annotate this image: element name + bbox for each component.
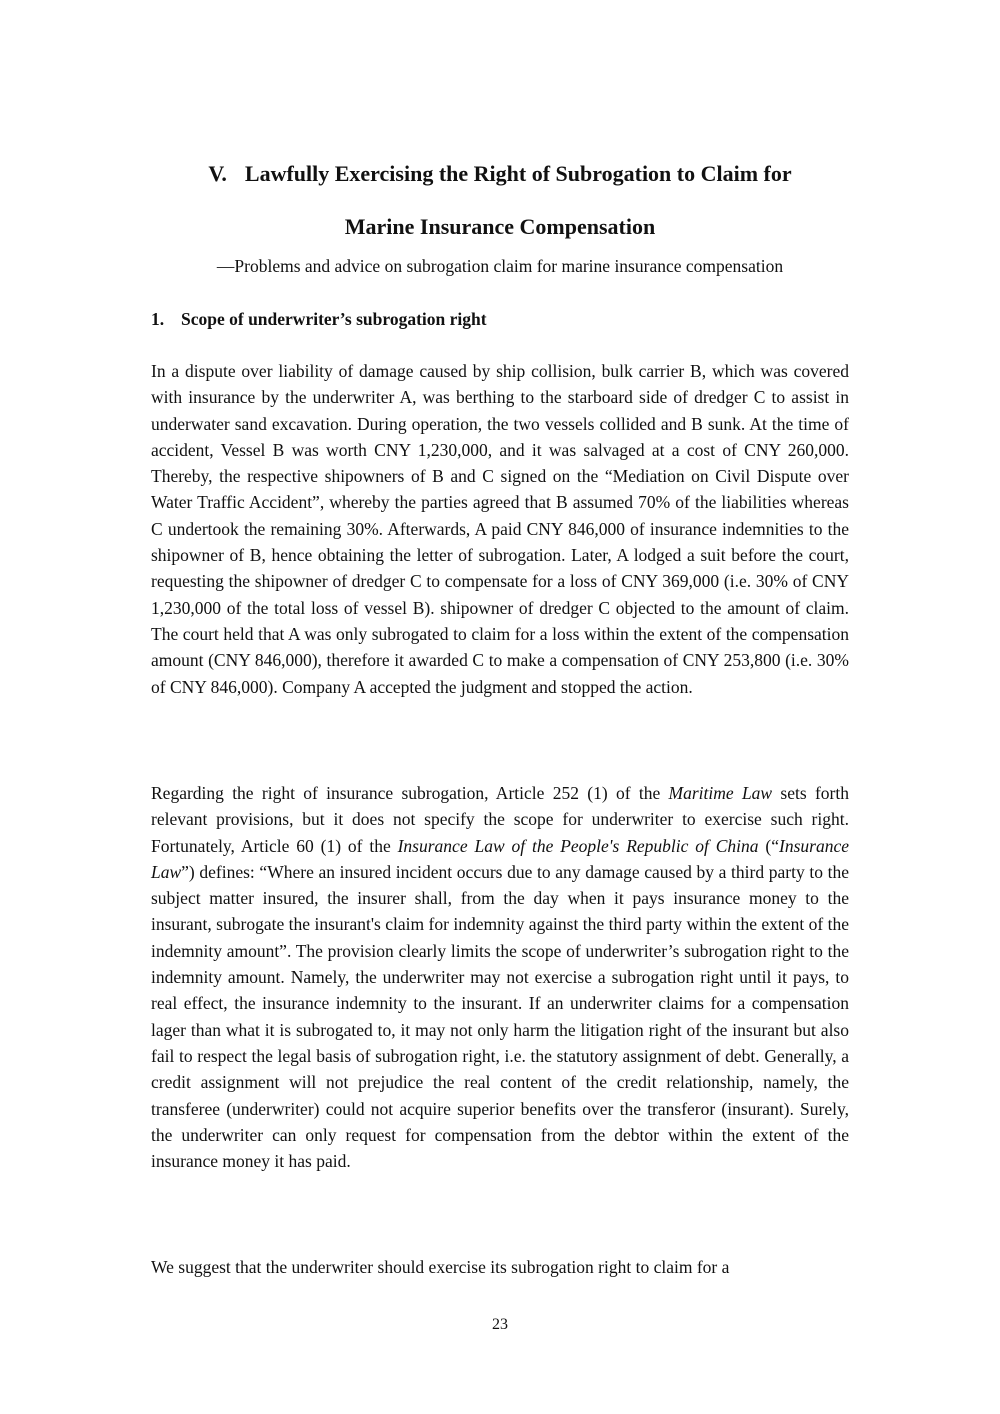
section-heading [151, 308, 487, 330]
law-citation-insurance-law-short: Insurance Law [151, 835, 849, 882]
law-citation-maritime-law: Maritime Law [668, 783, 773, 803]
page-number: 23 [492, 1316, 508, 1333]
page-subtitle: —Problems and advice on subrogation claim for marine insurance compensation [216, 256, 784, 276]
body-paragraph-analysis [151, 780, 849, 1174]
section-title: Scope of underwriter’s subrogation right [181, 309, 487, 329]
paragraph-text: sets forth relevant provisions, but it does not specify the scope for underwriter to exercise such right. Fortunately, Article 60 (1) of the [151, 783, 849, 856]
title-text-line-1: Lawfully Exercising the Right of Subrogation to Claim for [244, 161, 792, 186]
paragraph-text: Regarding the right of insurance subrogation, Article 252 (1) of the [151, 783, 669, 803]
paragraph-text: (“ [758, 835, 780, 856]
page-title-line-1 [0, 161, 1000, 187]
body-paragraph-suggestion: We suggest that the underwriter should exercise its subrogation right to claim for a [151, 1257, 730, 1277]
section-roman-numeral: V. [208, 161, 227, 186]
law-citation-insurance-law-full: Insurance Law of the People's Republic of China [397, 835, 759, 856]
page-title-line-2: Marine Insurance Compensation [344, 214, 656, 239]
paragraph-text: ”) defines: “Where an insured incident occurs due to any damage caused by a third party to the subject matter insured, the insurer shall, from the day when it pays insurance money to the insurant, subrogate the insurant's claim for indemnity against the third party within the extent of the indemnity amount”. The provision clearly limits the scope of underwriter’s subrogation right to the indemnity amount. Namely, the underwriter may not exercise a subrogation right until it pays, to real effect, the insurance indemnity to the insurant. If an underwriter claims for a compensation lager than what it is subrogated to, it may not only harm the litigation right of the insurant but also fail to respect the legal basis of subrogation right, i.e. the statutory assignment of debt. Generally, a credit assignment will not prejudice the real content of the credit relationship, namely, the transferee (underwriter) could not acquire superior benefits over the transferor (insurant). Surely, the underwriter can only request for compensation from the debtor within the extent of the insurance money it has paid. [151, 861, 849, 1172]
body-paragraph-case: In a dispute over liability of damage caused by ship collision, bulk carrier B, which was covered with insurance by the underwriter A, was berthing to the starboard side of dredger C to assist in underwater sand excavation. During operation, the two vessels collided and B sunk. At the time of accident, Vessel B was worth CNY 1,230,000, and it was salvaged at a cost of CNY 260,000. Thereby, the respective shipowners of B and C signed on the “Mediation on Civil Dispute over Water Traffic Accident”, whereby the parties agreed that B assumed 70% of the liabilities whereas C undertook the remaining 30%. Afterwards, A paid CNY 846,000 of insurance indemnities to the shipowner of B, hence obtaining the letter of subrogation. Later, A lodged a suit before the court, requesting the shipowner of dredger C to compensate for a loss of CNY 369,000 (i.e. 30% of CNY 1,230,000 of the total loss of vessel B). shipowner of dredger C objected to the amount of claim. The court held that A was only subrogated to claim for a loss within the extent of the compensation amount (CNY 846,000), therefore it awarded C to make a compensation of CNY 253,800 (i.e. 30% of CNY 846,000). Company A accepted the judgment and stopped the action. [151, 361, 849, 697]
section-number: 1. [151, 309, 165, 329]
